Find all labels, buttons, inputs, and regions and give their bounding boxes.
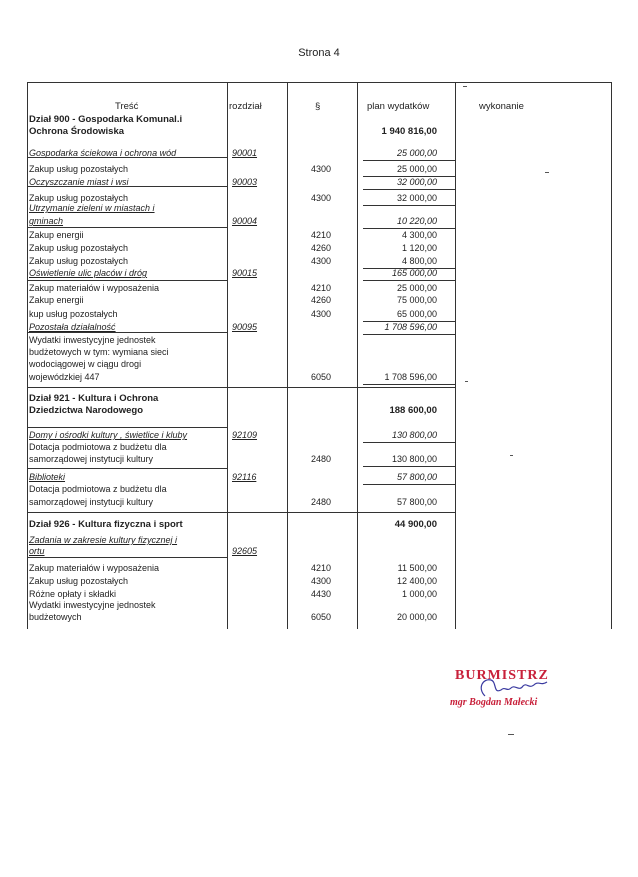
row-plan: 20 000,00 <box>396 612 437 622</box>
page-number: Strona 4 <box>298 47 340 59</box>
row-tresc: wodociągowej w ciągu drogi <box>29 359 142 369</box>
row-rozdzial: 90095 <box>232 322 258 332</box>
row-plan: 12 400,00 <box>396 576 437 586</box>
row-plan: 57 800,00 <box>396 472 437 482</box>
row-paragraf: 6050 <box>311 372 332 382</box>
plan-underline <box>363 384 455 385</box>
scan-speck <box>465 381 468 382</box>
row-tresc: Dział 900 - Gospodarka Komunal.i <box>29 114 183 125</box>
row-plan: 32 000,00 <box>396 177 437 187</box>
budget-table <box>27 82 611 629</box>
row-tresc: Dział 921 - Kultura i Ochrona <box>29 393 159 404</box>
row-tresc: Różne opłaty i składki <box>29 589 117 599</box>
row-plan: 10 220,00 <box>396 216 437 226</box>
row-rozdzial: 92109 <box>232 430 258 440</box>
row-separator <box>27 280 227 281</box>
row-tresc: ortu <box>29 546 45 556</box>
row-plan: 1 940 816,00 <box>381 126 437 137</box>
row-plan: 25 000,00 <box>396 148 437 158</box>
row-plan: 1 708 596,00 <box>384 372 437 382</box>
row-tresc: kup usług pozostałych <box>29 309 118 319</box>
scan-speck <box>508 734 514 735</box>
row-tresc: Wydatki inwestycyjne jednostek <box>29 335 156 345</box>
row-tresc: Dział 926 - Kultura fizyczna i sport <box>29 519 183 530</box>
row-separator <box>27 332 227 333</box>
column-header-wykonanie: wykonanie <box>479 101 524 112</box>
row-rozdzial: 90015 <box>232 268 258 278</box>
row-tresc: Dziedzictwa Narodowego <box>29 405 144 416</box>
row-plan: 4 300,00 <box>401 230 437 240</box>
row-tresc: Zakup usług pozostałych <box>29 164 129 174</box>
row-tresc: Pozostała działalność <box>29 322 116 332</box>
row-paragraf: 4210 <box>311 230 332 240</box>
row-tresc: Oczyszczanie miast i wsi <box>29 177 129 187</box>
row-plan: 165 000,00 <box>391 268 437 278</box>
row-tresc: samorządowej instytucji kultury <box>29 497 154 507</box>
row-plan: 1 000,00 <box>401 589 437 599</box>
row-rozdzial: 92116 <box>232 472 257 482</box>
row-plan: 1 120,00 <box>401 243 437 253</box>
plan-underline <box>363 484 455 485</box>
row-paragraf: 4210 <box>311 283 332 293</box>
row-plan: 32 000,00 <box>396 193 437 203</box>
plan-underline <box>363 189 455 190</box>
row-tresc: Zakup usług pozostałych <box>29 576 129 586</box>
row-paragraf: 2480 <box>311 497 332 507</box>
row-paragraf: 4300 <box>311 256 332 266</box>
row-separator <box>27 157 227 158</box>
scan-speck <box>463 86 467 87</box>
row-separator <box>27 512 455 513</box>
row-plan: 65 000,00 <box>396 309 437 319</box>
row-tresc: Oświetlenie ulic placów i dróg <box>29 268 148 278</box>
row-separator <box>27 186 227 187</box>
row-paragraf: 4430 <box>311 589 332 599</box>
row-plan: 4 800,00 <box>401 256 437 266</box>
row-plan: 44 900,00 <box>394 519 437 530</box>
row-tresc: Gospodarka ściekowa i ochrona wód <box>29 148 177 158</box>
row-tresc: Zakup energii <box>29 295 84 305</box>
row-tresc: budżetowych w tym: wymiana sieci <box>29 347 169 357</box>
plan-underline <box>363 466 455 467</box>
plan-underline <box>363 280 455 281</box>
plan-underline <box>363 205 455 206</box>
row-tresc: wojewódzkiej 447 <box>29 372 100 382</box>
row-tresc: Ochrona Środowiska <box>29 126 125 137</box>
column-header-plan: plan wydatków <box>367 101 430 112</box>
row-plan: 1 708 596,00 <box>384 322 437 332</box>
stamp-name: mgr Bogdan Małecki <box>450 697 538 708</box>
row-separator <box>27 468 227 469</box>
mayor-stamp <box>445 660 625 730</box>
row-separator <box>27 557 227 558</box>
row-paragraf: 4260 <box>311 295 332 305</box>
row-tresc: samorządowej instytucji kultury <box>29 454 154 464</box>
row-rozdzial: 90004 <box>232 216 258 226</box>
row-tresc: Dotacja podmiotowa z budżetu dla <box>29 484 167 494</box>
row-plan: 57 800,00 <box>396 497 437 507</box>
scan-speck <box>510 455 513 456</box>
row-plan: 11 500,00 <box>397 563 437 573</box>
row-paragraf: 2480 <box>311 454 332 464</box>
column-header-paragraf: § <box>315 101 321 112</box>
row-tresc: Zakup energii <box>29 230 84 240</box>
row-tresc: Biblioteki <box>29 472 66 482</box>
row-rozdzial: 90003 <box>232 177 258 187</box>
column-header-tresc: Treść <box>115 101 139 112</box>
plan-underline <box>363 160 455 161</box>
row-paragraf: 4300 <box>311 164 332 174</box>
row-paragraf: 4300 <box>311 309 332 319</box>
row-tresc: budżetowych <box>29 612 82 622</box>
column-header-rozdzial: rozdział <box>229 101 262 112</box>
row-paragraf: 4300 <box>311 576 332 586</box>
row-plan: 188 600,00 <box>389 405 437 416</box>
row-separator <box>27 427 227 428</box>
row-paragraf: 6050 <box>311 612 332 622</box>
row-plan: 130 800,00 <box>391 430 437 440</box>
row-rozdzial: 92605 <box>232 546 258 556</box>
row-separator <box>27 227 227 228</box>
row-paragraf: 4210 <box>311 563 332 573</box>
row-tresc: Zadania w zakresie kultury fizycznej i <box>29 535 178 545</box>
row-plan: 75 000,00 <box>396 295 437 305</box>
plan-underline <box>363 228 455 229</box>
row-tresc: Domy i ośrodki kultury , świetlice i kluby <box>29 430 188 440</box>
row-tresc: Zakup usług pozostałych <box>29 256 129 266</box>
row-plan: 25 000,00 <box>396 164 437 174</box>
row-tresc: Zakup usług pozostałych <box>29 243 129 253</box>
row-tresc: Dotacja podmiotowa z budżetu dla <box>29 442 167 452</box>
row-rozdzial: 90001 <box>232 148 258 158</box>
row-tresc: Wydatki inwestycyjne jednostek <box>29 600 156 610</box>
row-tresc: gminach <box>29 216 64 226</box>
row-tresc: Utrzymanie zieleni w miastach i <box>29 203 155 213</box>
row-separator <box>27 387 455 388</box>
plan-underline <box>363 334 455 335</box>
row-plan: 130 800,00 <box>391 454 437 464</box>
plan-underline <box>363 442 455 443</box>
row-paragraf: 4300 <box>311 193 332 203</box>
row-plan: 25 000,00 <box>396 283 437 293</box>
stamp-title: BURMISTRZ <box>455 668 549 683</box>
row-paragraf: 4260 <box>311 243 332 253</box>
row-tresc: Zakup usług pozostałych <box>29 193 129 203</box>
row-tresc: Zakup materiałów i wyposażenia <box>29 283 160 293</box>
row-tresc: Zakup materiałów i wyposażenia <box>29 563 160 573</box>
scan-speck <box>545 172 549 173</box>
